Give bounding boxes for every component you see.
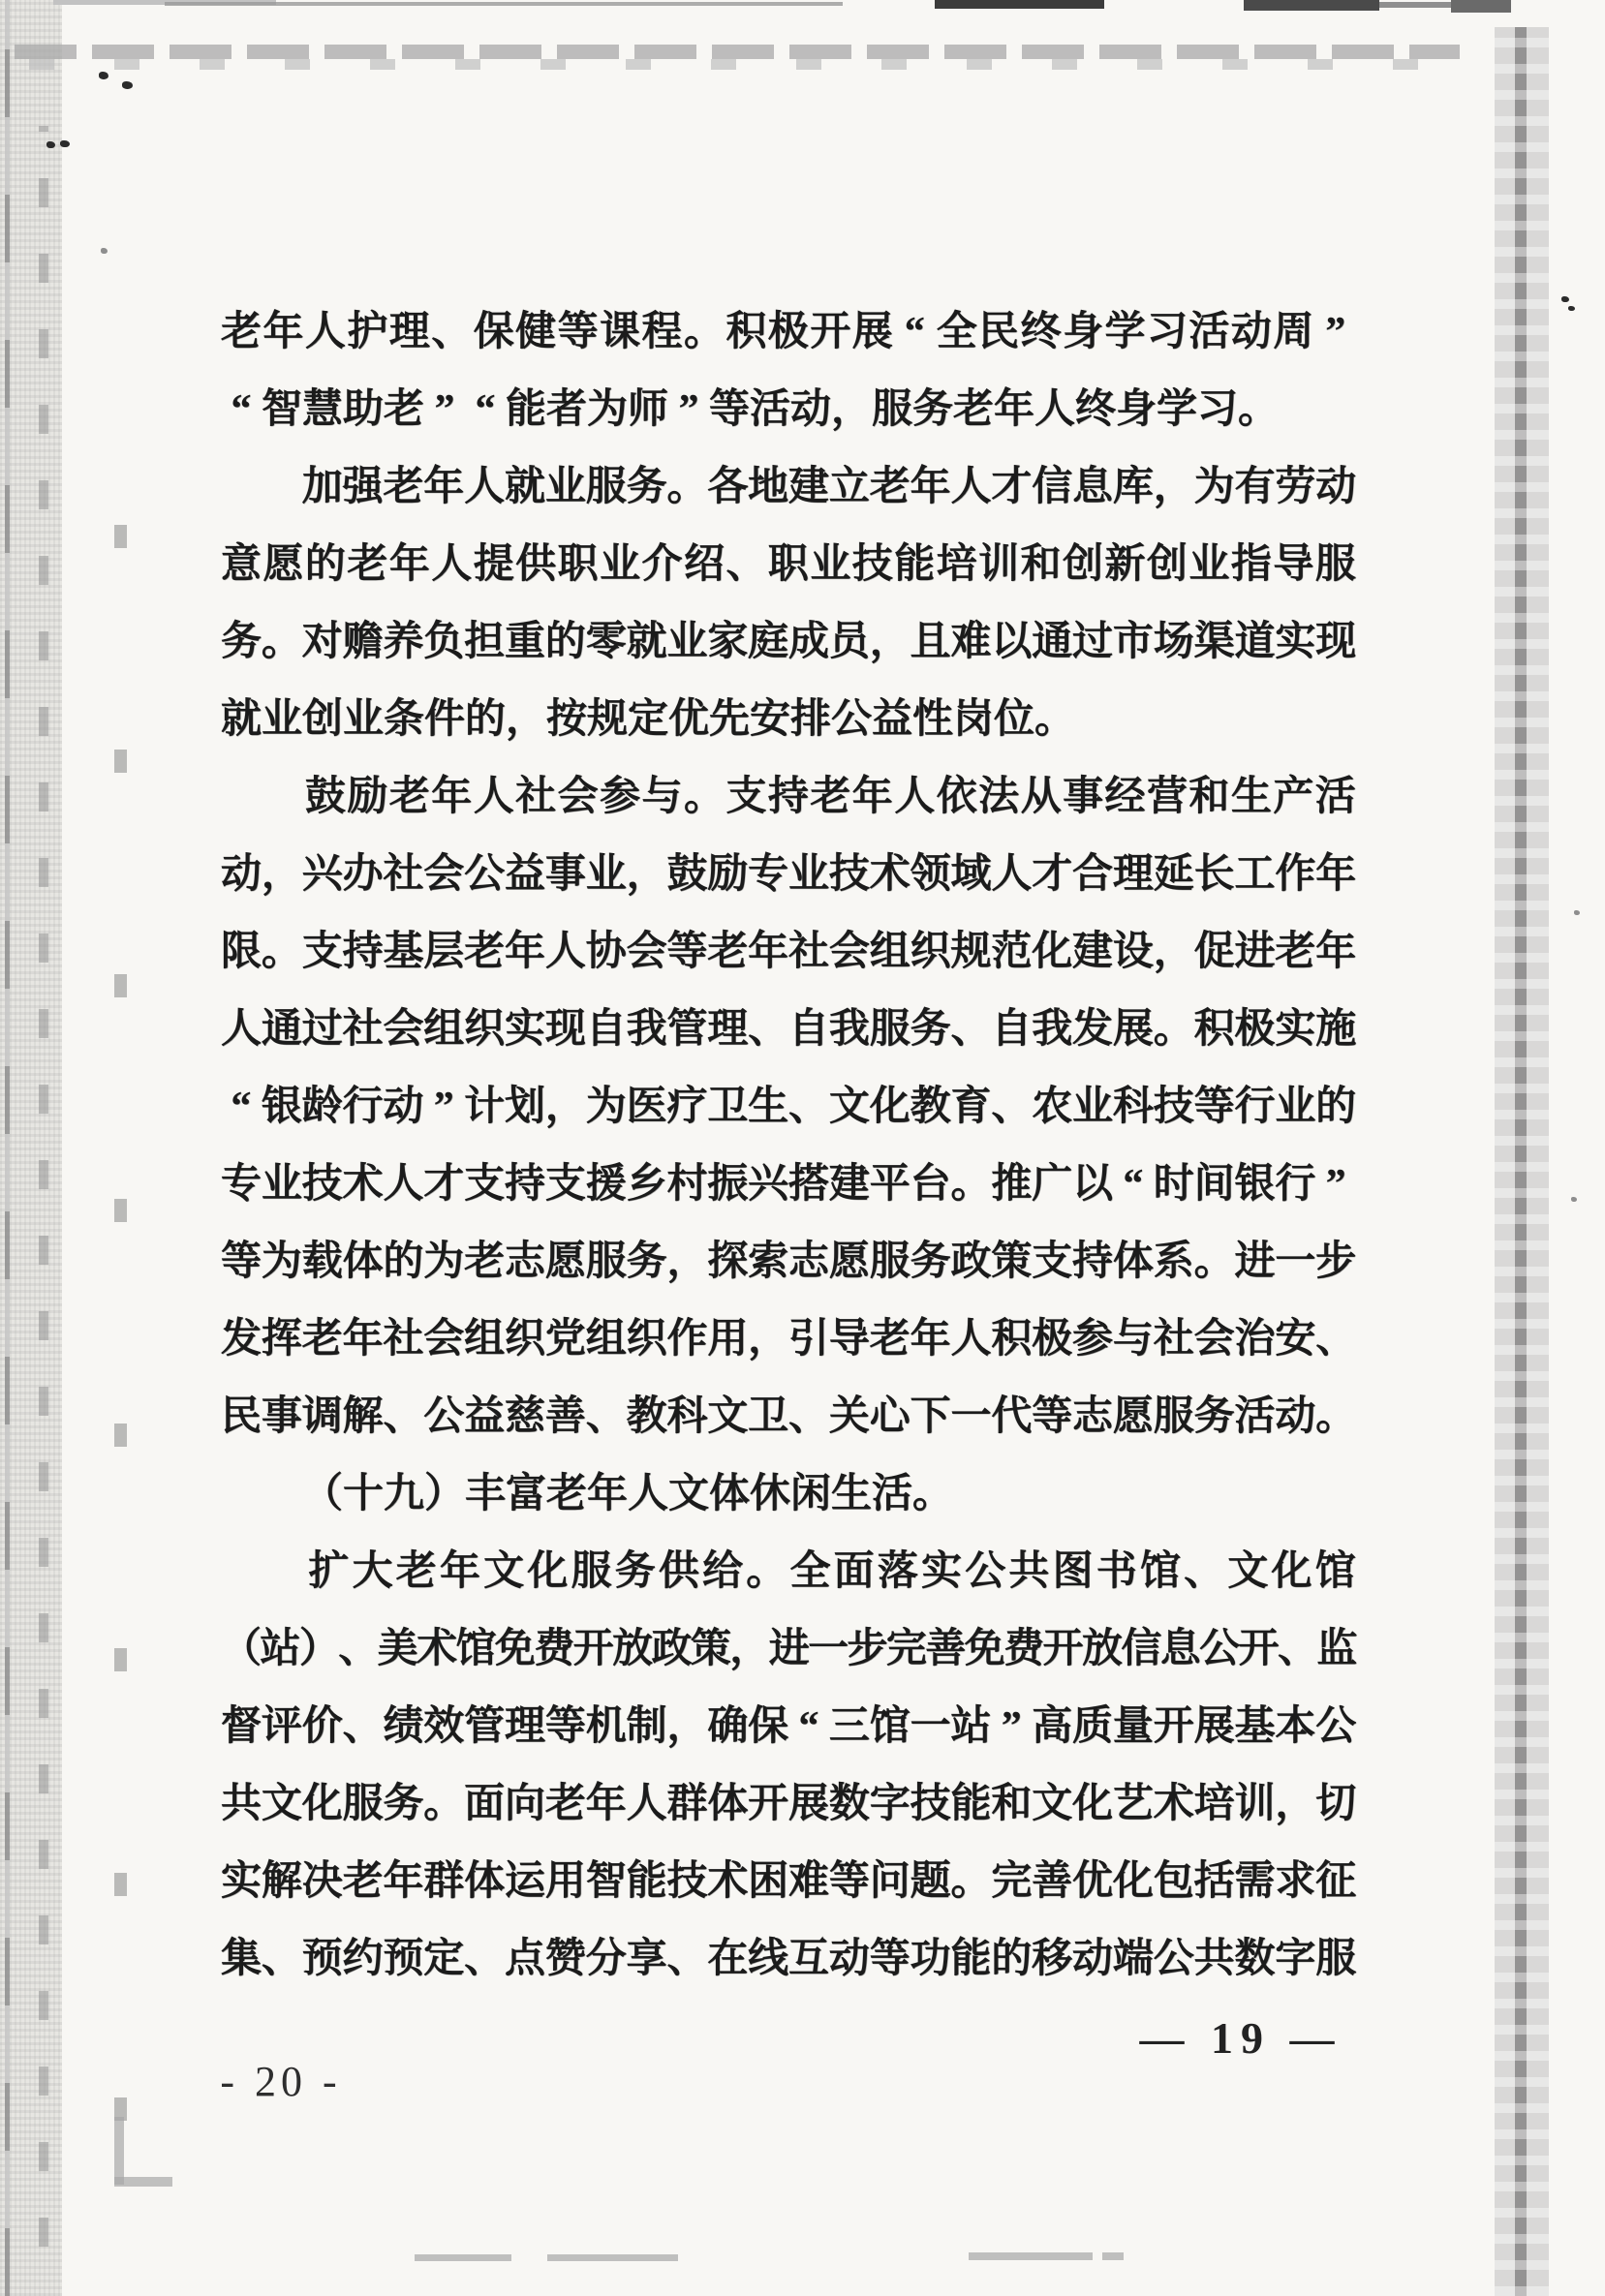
left-dashed-line	[39, 126, 48, 2247]
ink-speck	[122, 81, 133, 89]
ink-speck	[60, 140, 70, 147]
text-line: 动 ， 兴 办 社 会 公 益 事 业 ， 鼓 励 专 业 技 术 领 域 人 才 合 理 延 长 工 作 年	[221, 852, 1357, 897]
text-line: 限 。 支 持 基 层 老 年 人 协 会 等 老 年 社 会 组 织 规 范 化 建 设 ， 促 进 老 年	[221, 930, 1357, 974]
text-line: 就 业 创 业 条 件 的 ， 按 规 定 优 先 安 排 公 益 性 岗 位 。	[221, 697, 1076, 742]
text-line: 务 。 对 赡 养 负 担 重 的 零 就 业 家 庭 成 员 ， 且 难 以 通 过 市 场 渠 道 实 现	[221, 620, 1357, 664]
text-line: “ 智 慧 助 老 ” “ 能 者 为 师 ” 等 活 动 ， 服 务 老 年 人 终 身 学 习 。	[231, 387, 1280, 432]
bottom-dash-mark	[1102, 2252, 1124, 2260]
top-right-mark	[1451, 0, 1511, 13]
text-line: 集 、 预 约 预 定 、 点 赞 分 享 、 在 线 互 动 等 功 能 的 移 动 端 公 共 数 字 服	[221, 1937, 1357, 1981]
ink-speck	[1574, 910, 1580, 915]
text-line: 意 愿 的 老 年 人 提 供 职 业 介 绍 、 职 业 技 能 培 训 和 创 新 创 业 指 导 服	[221, 542, 1356, 587]
text-line: “ 银 龄 行 动 ” 计 划 ， 为 医 疗 卫 生 、 文 化 教 育 、 农 业 科 技 等 行 业 的	[231, 1085, 1357, 1129]
text-line: 督 评 价 、 绩 效 管 理 等 机 制 ， 确 保 “ 三 馆 一 站 ” 高 质 量 开 展 基 本 公	[221, 1704, 1357, 1749]
ink-speck	[46, 141, 55, 148]
page-number-20: - 20 -	[220, 2058, 342, 2105]
right-page-edge-texture	[1495, 27, 1549, 2296]
text-line: （ 站 ） 、 美 术 馆 免 费 开 放 政 策 ， 进 一 步 完 善 免 费 开 放 信 息 公 开 、 监	[221, 1627, 1358, 1671]
ink-speck	[1561, 296, 1569, 302]
bottom-left-corner-mark	[114, 2117, 124, 2185]
text-line: 人 通 过 社 会 组 织 实 现 自 我 管 理 、 自 我 服 务 、 自 我 发 展 。 积 极 实 施	[221, 1007, 1357, 1052]
text-line: 专 业 技 术 人 才 支 持 支 援 乡 村 振 兴 搭 建 平 台 。 推 广 以 “ 时 间 银 行 ”	[221, 1162, 1346, 1207]
bottom-left-corner-mark	[114, 2177, 172, 2187]
text-line: 老 年 人 护 理 、 保 健 等 课 程 。 积 极 开 展 “ 全 民 终 身 学 习 活 动 周 ”	[221, 310, 1346, 354]
left-dash-marks-column	[114, 368, 127, 2121]
ink-speck	[99, 72, 108, 79]
text-line: 扩 大 老 年 文 化 服 务 供 给 。 全 面 落 实 公 共 图 书 馆 、 文 化 馆	[308, 1549, 1356, 1594]
bottom-dash-mark	[969, 2252, 1093, 2260]
top-edge-mark	[935, 0, 1104, 9]
text-line: 民 事 调 解 、 公 益 慈 善 、 教 科 文 卫 、 关 心 下 一 代 等 志 愿 服 务 活 动 。	[221, 1394, 1357, 1439]
page-number-19: — 19 —	[1139, 2013, 1343, 2063]
bottom-dash-mark	[547, 2254, 678, 2261]
text-line: 发 挥 老 年 社 会 组 织 党 组 织 作 用 ， 引 导 老 年 人 积 极 参 与 社 会 治 安 、	[221, 1317, 1357, 1362]
bottom-dash-mark	[415, 2254, 511, 2261]
top-dashed-band-secondary	[29, 59, 1443, 70]
text-line: 实 解 决 老 年 群 体 运 用 智 能 技 术 困 难 等 问 题 。 完 善 优 化 包 括 需 求 征	[221, 1859, 1357, 1904]
ink-speck	[1568, 306, 1575, 311]
top-edge-mark	[1244, 0, 1379, 11]
text-line: 加 强 老 年 人 就 业 服 务 。 各 地 建 立 老 年 人 才 信 息 库 ， 为 有 劳 动	[301, 465, 1357, 509]
section-heading-line: （ 十 九 ） 丰 富 老 年 人 文 体 休 闲 生 活 。	[302, 1472, 954, 1516]
ink-speck	[1571, 1197, 1577, 1202]
left-page-edge-line	[5, 0, 10, 2296]
top-edge-mark	[165, 2, 843, 6]
ink-speck	[101, 248, 108, 254]
text-line: 共 文 化 服 务 。 面 向 老 年 人 群 体 开 展 数 字 技 能 和 文 化 艺 术 培 训 ， 切	[221, 1782, 1357, 1826]
text-line: 鼓 励 老 年 人 社 会 参 与 。 支 持 老 年 人 依 法 从 事 经 营 和 生 产 活	[304, 775, 1356, 819]
text-line: 等 为 载 体 的 为 老 志 愿 服 务 ， 探 索 志 愿 服 务 政 策 支 持 体 系 。 进 一 步	[221, 1240, 1357, 1284]
top-dashed-band	[15, 45, 1460, 59]
